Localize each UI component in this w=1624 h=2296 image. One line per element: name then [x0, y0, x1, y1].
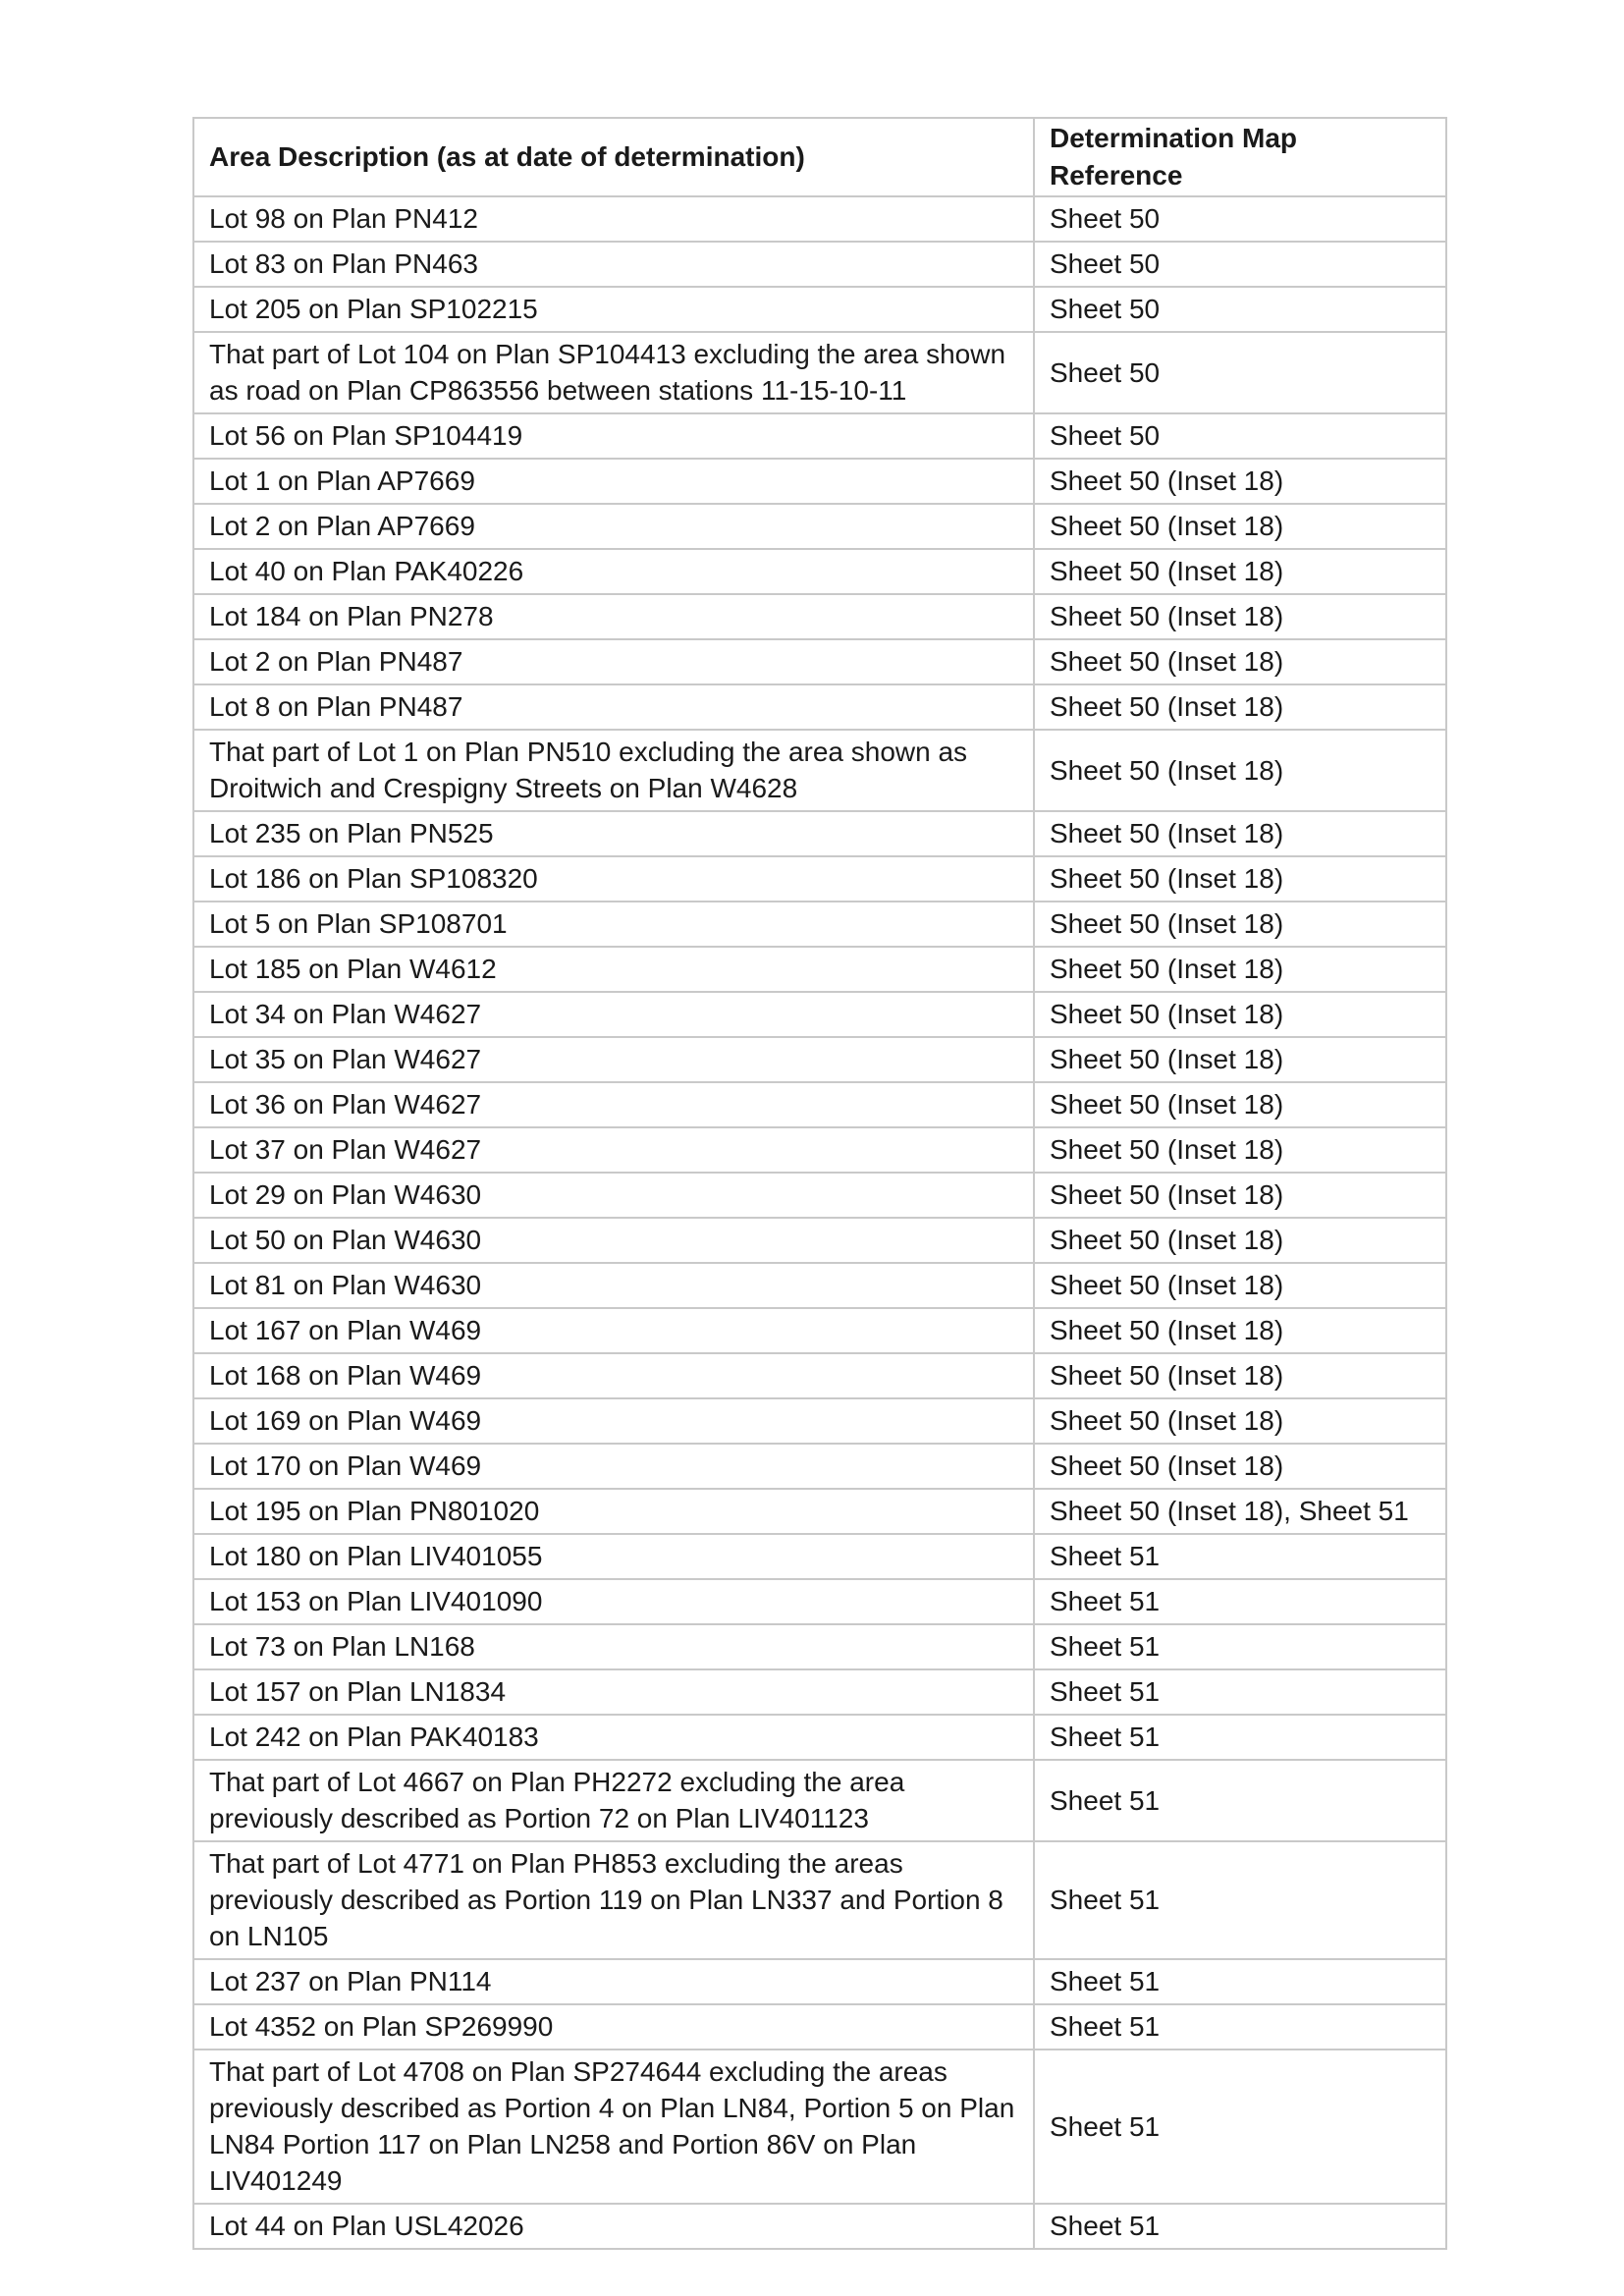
area-description-cell: Lot 5 on Plan SP108701	[193, 902, 1034, 947]
area-description-cell: Lot 237 on Plan PN114	[193, 1959, 1034, 2004]
area-description-cell: Lot 8 on Plan PN487	[193, 684, 1034, 730]
table-row	[193, 1127, 1446, 1173]
table-row	[193, 549, 1446, 594]
area-description-cell: Lot 168 on Plan W469	[193, 1353, 1034, 1398]
determination-table	[192, 117, 1447, 2250]
area-description-cell: That part of Lot 4708 on Plan SP274644 excluding the areas previously described as Portion 4 on Plan LN84, Portion 5 on Plan LN84 Portion 117 on Plan LN258 and Portion 86V on Plan LIV401249	[193, 2050, 1034, 2204]
map-reference-cell: Sheet 51	[1034, 1624, 1446, 1669]
map-reference-cell: Sheet 50 (Inset 18)	[1034, 1308, 1446, 1353]
area-description-cell: Lot 205 on Plan SP102215	[193, 287, 1034, 332]
map-reference-cell: Sheet 51	[1034, 1579, 1446, 1624]
area-description-cell: Lot 40 on Plan PAK40226	[193, 549, 1034, 594]
map-reference-cell: Sheet 50 (Inset 18)	[1034, 549, 1446, 594]
table-row	[193, 1624, 1446, 1669]
map-reference-cell: Sheet 50	[1034, 287, 1446, 332]
table-row	[193, 1715, 1446, 1760]
map-reference-cell: Sheet 51	[1034, 2050, 1446, 2204]
area-description-cell: That part of Lot 1 on Plan PN510 excluding the area shown as Droitwich and Crespigny Streets on Plan W4628	[193, 730, 1034, 811]
table-row	[193, 332, 1446, 413]
table-row	[193, 594, 1446, 639]
map-reference-cell: Sheet 50 (Inset 18), Sheet 51	[1034, 1489, 1446, 1534]
area-description-cell: Lot 169 on Plan W469	[193, 1398, 1034, 1444]
area-description-cell: Lot 83 on Plan PN463	[193, 242, 1034, 287]
map-reference-cell: Sheet 50 (Inset 18)	[1034, 459, 1446, 504]
area-description-cell: Lot 170 on Plan W469	[193, 1444, 1034, 1489]
table-row	[193, 811, 1446, 856]
area-description-cell: That part of Lot 104 on Plan SP104413 excluding the area shown as road on Plan CP863556 between stations 11-15-10-11	[193, 332, 1034, 413]
table-row	[193, 504, 1446, 549]
table-row	[193, 1037, 1446, 1082]
map-reference-cell: Sheet 50 (Inset 18)	[1034, 856, 1446, 902]
map-reference-cell: Sheet 50 (Inset 18)	[1034, 639, 1446, 684]
map-reference-cell: Sheet 51	[1034, 1534, 1446, 1579]
area-description-cell: Lot 242 on Plan PAK40183	[193, 1715, 1034, 1760]
area-description-cell: That part of Lot 4667 on Plan PH2272 excluding the area previously described as Portion 72 on Plan LIV401123	[193, 1760, 1034, 1841]
map-reference-cell: Sheet 50 (Inset 18)	[1034, 730, 1446, 811]
table-row	[193, 1082, 1446, 1127]
map-reference-cell: Sheet 50	[1034, 332, 1446, 413]
map-reference-cell: Sheet 50	[1034, 413, 1446, 459]
area-description-cell: Lot 185 on Plan W4612	[193, 947, 1034, 992]
table-row	[193, 196, 1446, 242]
table-header	[193, 118, 1446, 196]
area-description-cell: Lot 36 on Plan W4627	[193, 1082, 1034, 1127]
area-description-cell: Lot 50 on Plan W4630	[193, 1218, 1034, 1263]
table-row	[193, 1579, 1446, 1624]
map-reference-cell: Sheet 50 (Inset 18)	[1034, 1082, 1446, 1127]
table-row	[193, 1444, 1446, 1489]
map-reference-cell: Sheet 50 (Inset 18)	[1034, 1173, 1446, 1218]
map-reference-header: Determination Map Reference	[1034, 118, 1446, 196]
map-reference-cell: Sheet 51	[1034, 1959, 1446, 2004]
map-reference-cell: Sheet 51	[1034, 1760, 1446, 1841]
table-row	[193, 287, 1446, 332]
table-row	[193, 1308, 1446, 1353]
table-row	[193, 730, 1446, 811]
map-reference-cell: Sheet 50 (Inset 18)	[1034, 684, 1446, 730]
area-description-cell: Lot 73 on Plan LN168	[193, 1624, 1034, 1669]
table-row	[193, 639, 1446, 684]
map-reference-cell: Sheet 50 (Inset 18)	[1034, 594, 1446, 639]
map-reference-cell: Sheet 50 (Inset 18)	[1034, 504, 1446, 549]
table-row	[193, 1398, 1446, 1444]
table-row	[193, 902, 1446, 947]
header-row	[193, 118, 1446, 196]
area-description-cell: Lot 35 on Plan W4627	[193, 1037, 1034, 1082]
area-description-header: Area Description (as at date of determination)	[193, 118, 1034, 196]
map-reference-cell: Sheet 50 (Inset 18)	[1034, 1037, 1446, 1082]
table-row	[193, 947, 1446, 992]
map-reference-cell: Sheet 50 (Inset 18)	[1034, 947, 1446, 992]
area-description-cell: Lot 2 on Plan AP7669	[193, 504, 1034, 549]
map-reference-cell: Sheet 51	[1034, 2004, 1446, 2050]
map-reference-cell: Sheet 50 (Inset 18)	[1034, 1127, 1446, 1173]
table-row	[193, 1353, 1446, 1398]
map-reference-cell: Sheet 50 (Inset 18)	[1034, 1353, 1446, 1398]
map-reference-cell: Sheet 50 (Inset 18)	[1034, 1444, 1446, 1489]
table-row	[193, 1489, 1446, 1534]
area-description-cell: Lot 184 on Plan PN278	[193, 594, 1034, 639]
table-row	[193, 459, 1446, 504]
table-row	[193, 1669, 1446, 1715]
map-reference-cell: Sheet 50 (Inset 18)	[1034, 902, 1446, 947]
area-description-cell: Lot 29 on Plan W4630	[193, 1173, 1034, 1218]
map-reference-cell: Sheet 50 (Inset 18)	[1034, 1398, 1446, 1444]
table-row	[193, 1218, 1446, 1263]
area-description-cell: Lot 37 on Plan W4627	[193, 1127, 1034, 1173]
area-description-cell: Lot 2 on Plan PN487	[193, 639, 1034, 684]
area-description-cell: Lot 81 on Plan W4630	[193, 1263, 1034, 1308]
map-reference-cell: Sheet 50 (Inset 18)	[1034, 811, 1446, 856]
map-reference-cell: Sheet 50	[1034, 196, 1446, 242]
area-description-cell: That part of Lot 4771 on Plan PH853 excluding the areas previously described as Portion 119 on Plan LN337 and Portion 8 on LN105	[193, 1841, 1034, 1959]
table-body	[193, 196, 1446, 2249]
area-description-cell: Lot 186 on Plan SP108320	[193, 856, 1034, 902]
map-reference-cell: Sheet 50 (Inset 18)	[1034, 1218, 1446, 1263]
area-description-cell: Lot 195 on Plan PN801020	[193, 1489, 1034, 1534]
map-reference-cell: Sheet 50	[1034, 242, 1446, 287]
map-reference-cell: Sheet 50 (Inset 18)	[1034, 992, 1446, 1037]
area-description-cell: Lot 157 on Plan LN1834	[193, 1669, 1034, 1715]
map-reference-cell: Sheet 51	[1034, 1841, 1446, 1959]
area-description-cell: Lot 56 on Plan SP104419	[193, 413, 1034, 459]
area-description-cell: Lot 180 on Plan LIV401055	[193, 1534, 1034, 1579]
table-row	[193, 1173, 1446, 1218]
table-row	[193, 242, 1446, 287]
table-row	[193, 2204, 1446, 2249]
table-row	[193, 1263, 1446, 1308]
area-description-cell: Lot 167 on Plan W469	[193, 1308, 1034, 1353]
map-reference-cell: Sheet 51	[1034, 1669, 1446, 1715]
table-row	[193, 1841, 1446, 1959]
table-row	[193, 1959, 1446, 2004]
table-row	[193, 684, 1446, 730]
table-row	[193, 1534, 1446, 1579]
table-row	[193, 2050, 1446, 2204]
area-description-cell: Lot 44 on Plan USL42026	[193, 2204, 1034, 2249]
map-reference-cell: Sheet 51	[1034, 2204, 1446, 2249]
area-description-cell: Lot 34 on Plan W4627	[193, 992, 1034, 1037]
table-row	[193, 1760, 1446, 1841]
table-row	[193, 992, 1446, 1037]
table-row	[193, 856, 1446, 902]
map-reference-cell: Sheet 51	[1034, 1715, 1446, 1760]
area-description-cell: Lot 98 on Plan PN412	[193, 196, 1034, 242]
table-row	[193, 2004, 1446, 2050]
area-description-cell: Lot 4352 on Plan SP269990	[193, 2004, 1034, 2050]
area-description-cell: Lot 1 on Plan AP7669	[193, 459, 1034, 504]
table-row	[193, 413, 1446, 459]
map-reference-cell: Sheet 50 (Inset 18)	[1034, 1263, 1446, 1308]
area-description-cell: Lot 235 on Plan PN525	[193, 811, 1034, 856]
area-description-cell: Lot 153 on Plan LIV401090	[193, 1579, 1034, 1624]
